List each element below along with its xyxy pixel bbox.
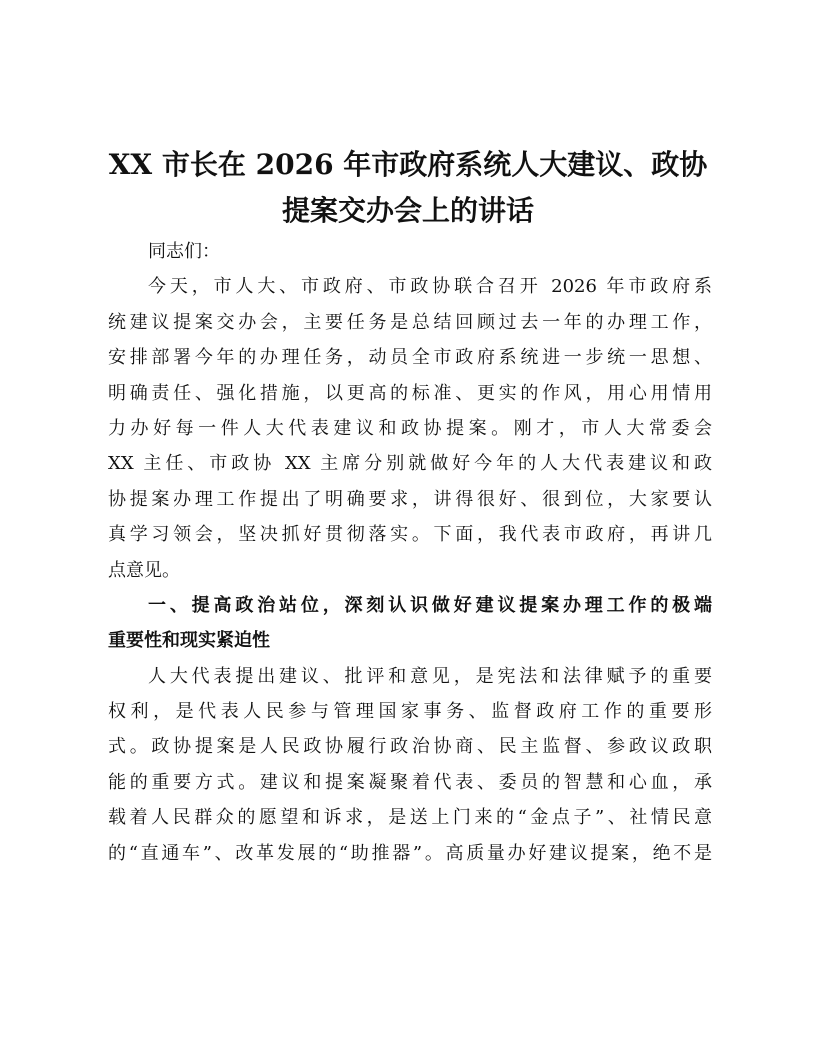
title-line: 提案交办会上的讲话 [281, 194, 534, 227]
title-line: XX 市长在 2026 年市政府系统人大建议、政协 [108, 148, 708, 181]
paragraph-line: 点意见。 [108, 559, 180, 581]
heading-line: 一、提高政治站位，深刻认识做好建议提案办理工作的极端 [148, 594, 712, 616]
heading-line: 重要性和现实紧迫性 [108, 630, 270, 652]
paragraph-line: 式。政协提案是人民政协履行政治协商、民主监督、参政议政职 [108, 736, 712, 758]
paragraph-line: 力办好每一件人大代表建议和政协提案。刚才，市人大常委会 [108, 417, 712, 439]
paragraph-line: 统建议提案交办会，主要任务是总结回顾过去一年的办理工作， [108, 311, 712, 333]
paragraph-line: 人大代表提出建议、批评和意见，是宪法和法律赋予的重要 [148, 665, 712, 687]
document-title [100, 142, 716, 234]
paragraph-line: 明确责任、强化措施，以更高的标准、更实的作风，用心用情用 [108, 382, 712, 404]
paragraph-line: 载着人民群众的愿望和诉求，是送上门来的“金点子”、社情民意 [108, 807, 712, 829]
paragraph-intro [108, 269, 712, 588]
paragraph-line: 安排部署今年的办理任务，动员全市政府系统进一步统一思想、 [108, 347, 712, 369]
paragraph-line: 协提案办理工作提出了明确要求，讲得很好、很到位，大家要认 [108, 488, 712, 510]
paragraph-line: 能的重要方式。建议和提案凝聚着代表、委员的智慧和心血，承 [108, 771, 712, 793]
section-heading [108, 588, 712, 659]
paragraph-section-one [108, 659, 712, 871]
paragraph-line: 权利，是代表人民参与管理国家事务、监督政府工作的重要形 [108, 701, 712, 723]
paragraph-line: 的“直通车”、改革发展的“助推器”。高质量办好建议提案，绝不是 [108, 842, 712, 864]
salutation: 同志们： [148, 241, 220, 262]
paragraph-line: 真学习领会，坚决抓好贯彻落实。下面，我代表市政府，再讲几 [108, 524, 712, 546]
paragraph-line: XX 主任、市政协 XX 主席分别就做好今年的人大代表建议和政 [108, 453, 712, 475]
document-body [108, 234, 712, 871]
paragraph-line: 今天，市人大、市政府、市政协联合召开 2026 年市政府系 [148, 276, 712, 298]
